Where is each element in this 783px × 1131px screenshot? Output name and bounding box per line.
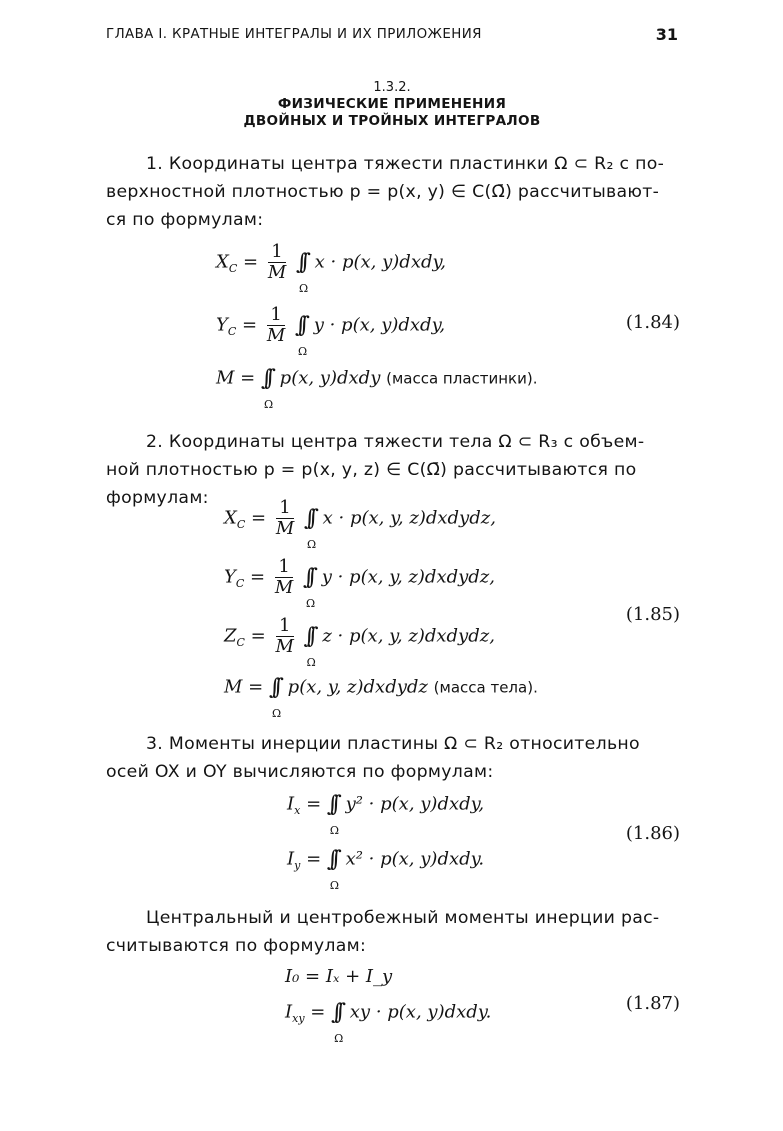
double-integral-sign: ∫∫ Ω: [261, 366, 274, 411]
equation-number-1-84: (1.84): [625, 312, 680, 333]
equation-number-1-86: (1.86): [625, 823, 680, 844]
formula-xc-body: $X_C$ = $\frac{1}{M}$ ∫∫ Ω x · p(x, y, z)dxdydz,: [224, 497, 496, 551]
paragraph-line: осей OX и OY вычисляются по формулам:: [106, 762, 494, 782]
formula-yc-plate: $Y_C$ = $\frac{1}{M}$ ∫∫ Ω y · p(x, y)dxdy,: [216, 304, 446, 358]
paragraph-line: верхностной плотностью p = p(x, y) ∈ C(Ω̄) рассчитывают-: [106, 182, 660, 202]
page-number: 31: [655, 25, 678, 44]
paragraph-line: Центральный и центробежный моменты инерции рас-: [146, 908, 660, 928]
paragraph-line: ной плотностью p = p(x, y, z) ∈ C(Ω̄) рассчитываются по: [106, 460, 637, 480]
section-number: 1.3.2.: [373, 80, 411, 95]
paragraph-line: 2. Координаты центра тяжести тела Ω ⊂ R₃ с объем-: [146, 432, 645, 452]
formula-ixy: $I_{xy}$ = ∫∫ Ω xy · p(x, y)dxdy.: [285, 1000, 492, 1045]
equation-number-1-87: (1.87): [625, 993, 680, 1014]
double-integral-sign: ∫∫ Ω: [326, 792, 340, 837]
section-title-line2: ДВОЙНЫХ И ТРОЙНЫХ ИНТЕГРАЛОВ: [243, 113, 541, 129]
formula-mass-plate: M = ∫∫ Ω p(x, y)dxdy (масса пластинки).: [216, 366, 538, 411]
formula-ix: $I_x$ = ∫∫ Ω y² · p(x, y)dxdy,: [287, 792, 485, 837]
paragraph-4: [106, 904, 680, 960]
paragraph-line: считываются по формулам:: [106, 936, 367, 956]
paragraph-line: 3. Моменты инерции пластины Ω ⊂ R₂ относительно: [146, 734, 640, 754]
double-integral-sign: ∫∫ Ω: [303, 624, 316, 669]
double-integral-sign: ∫∫ Ω: [331, 1000, 344, 1045]
section-heading: [106, 77, 678, 130]
double-integral-sign: ∫∫ Ω: [295, 250, 309, 295]
formula-yc-body: $Y_C$ = $\frac{1}{M}$ ∫∫ Ω y · p(x, y, z)dxdydz,: [224, 556, 496, 610]
paragraph-3: [106, 730, 680, 786]
formula-i0: I₀ = Iₓ + I_y: [285, 966, 393, 987]
double-integral-sign: ∫∫ Ω: [326, 847, 340, 892]
formula-iy: $I_y$ = ∫∫ Ω x² · p(x, y)dxdy.: [287, 847, 485, 892]
formula-mass-body: M = ∫∫ Ω p(x, y, z)dxdydz (масса тела).: [224, 675, 538, 720]
double-integral-sign: ∫∫ Ω: [303, 565, 316, 610]
chapter-title: ГЛАВА I. КРАТНЫЕ ИНТЕГРАЛЫ И ИХ ПРИЛОЖЕНИЯ: [106, 27, 482, 42]
paragraph-line: ся по формулам:: [106, 210, 264, 230]
formula-xc-plate: $X_C$ = $\frac{1}{M}$ ∫∫ Ω x · p(x, y)dxdy,: [216, 241, 446, 295]
double-integral-sign: ∫∫ Ω: [269, 675, 282, 720]
double-integral-sign: ∫∫ Ω: [303, 506, 317, 551]
equation-number-1-85: (1.85): [625, 604, 680, 625]
running-header: [106, 27, 678, 49]
paragraph-line: 1. Координаты центра тяжести пластинки Ω ⊂ R₂ с по-: [146, 154, 665, 174]
double-integral-sign: ∫∫ Ω: [295, 313, 308, 358]
paragraph-1: [106, 150, 680, 234]
formula-zc-body: $Z_C$ = $\frac{1}{M}$ ∫∫ Ω z · p(x, y, z)dxdydz,: [224, 615, 495, 669]
section-title-line1: ФИЗИЧЕСКИЕ ПРИМЕНЕНИЯ: [277, 96, 507, 112]
paragraph-line: формулам:: [106, 488, 209, 508]
